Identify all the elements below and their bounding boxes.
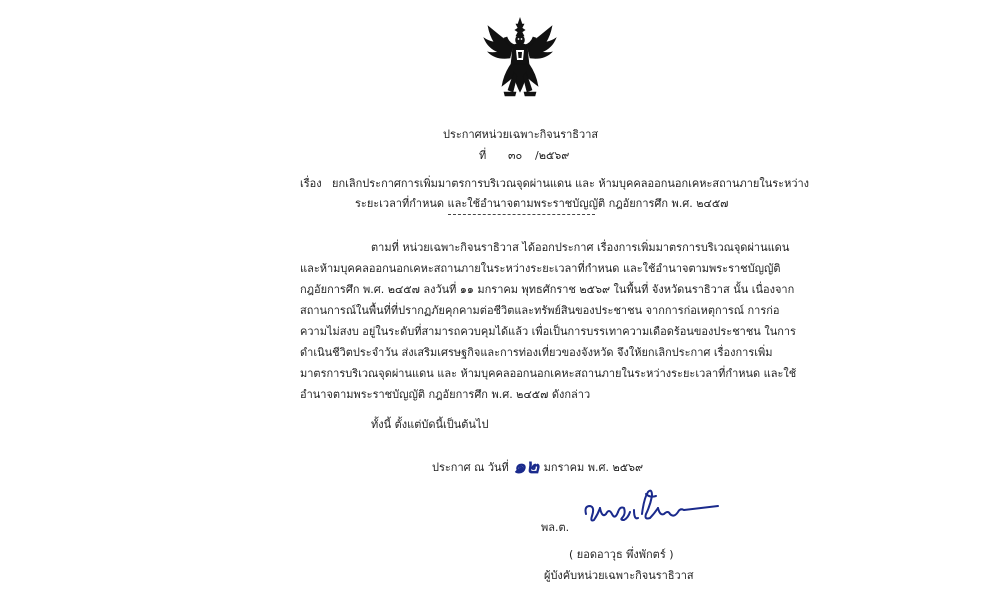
subject-line-2: ระยะเวลาที่กำหนด และใช้อำนาจตามพระราชบัญญัติ กฎอัยการศึก พ.ศ. ๒๔๕๗ xyxy=(355,197,729,210)
date-suffix: มกราคม พ.ศ. ๒๕๖๙ xyxy=(543,461,644,474)
separator-line xyxy=(448,214,595,215)
announcement-date xyxy=(432,455,643,479)
document-heading: ประกาศหน่วยเฉพาะกิจนราธิวาส xyxy=(443,128,599,141)
handwritten-signature xyxy=(582,484,722,534)
document-page xyxy=(10,0,990,600)
subject-prefix: เรื่อง xyxy=(300,177,322,190)
document-number-prefix: ที่ xyxy=(479,149,487,162)
effective-statement: ทั้งนี้ ตั้งแต่บัดนี้เป็นต้นไป xyxy=(371,418,489,431)
signer-name: ( ยอดอาวุธ พึ่งพักตร์ ) xyxy=(569,548,674,561)
document-number: ๓๐ xyxy=(508,149,523,162)
date-prefix: ประกาศ ณ วันที่ xyxy=(432,461,509,474)
body-line-6: ดำเนินชีวิตประจำวัน ส่งเสริมเศรษฐกิจและการท่องเที่ยวของจังหวัด จึงให้ยกเลิกประกาศ เรื่องการเพิ่ม xyxy=(300,346,773,359)
signer-title: ผู้บังคับหน่วยเฉพาะกิจนราธิวาส xyxy=(544,569,694,582)
body-line-3: กฎอัยการศึก พ.ศ. ๒๔๕๗ ลงวันที่ ๑๑ มกราคม พุทธศักราช ๒๕๖๙ ในพื้นที่ จังหวัดนราธิวาส นั้น เนื่องจาก xyxy=(300,283,795,296)
body-line-8: อำนาจตามพระราชบัญญัติ กฎอัยการศึก พ.ศ. ๒๔๕๗ ดังกล่าว xyxy=(300,388,591,401)
garuda-emblem-icon xyxy=(480,14,560,100)
document-number-suffix: /๒๕๖๙ xyxy=(535,149,570,162)
body-line-5: ความไม่สงบ อยู่ในระดับที่สามารถควบคุมได้แล้ว เพื่อเป็นการบรรเทาความเดือดร้อนของประชาชน ในการ xyxy=(300,325,796,338)
body-line-4: สถานการณ์ในพื้นที่ที่ปรากฏภัยคุกคามต่อชีวิตและทรัพย์สินของประชาชน จากการก่อเหตุการณ์ การก่อ xyxy=(300,304,780,317)
body-line-1: ตามที่ หน่วยเฉพาะกิจนราธิวาส ได้ออกประกาศ เรื่องการเพิ่มมาตรการบริเวณจุดผ่านแดน xyxy=(371,241,790,254)
body-line-7: มาตรการบริเวณจุดผ่านแดน และ ห้ามบุคคลออกนอกเคหะสถานภายในระหว่างระยะเวลาที่กำหนด และใช้ xyxy=(300,367,797,380)
signer-rank: พล.ต. xyxy=(541,521,570,534)
subject-line-1: ยกเลิกประกาศการเพิ่มมาตรการบริเวณจุดผ่านแดน และ ห้ามบุคคลออกนอกเคหะสถานภายในระหว่าง xyxy=(332,177,810,190)
date-day-handwritten: ๑๒ xyxy=(513,454,540,478)
body-line-2: และห้ามบุคคลออกนอกเคหะสถานภายในระหว่างระยะเวลาที่กำหนด และใช้อำนาจตามพระราชบัญญัติ xyxy=(300,262,781,275)
